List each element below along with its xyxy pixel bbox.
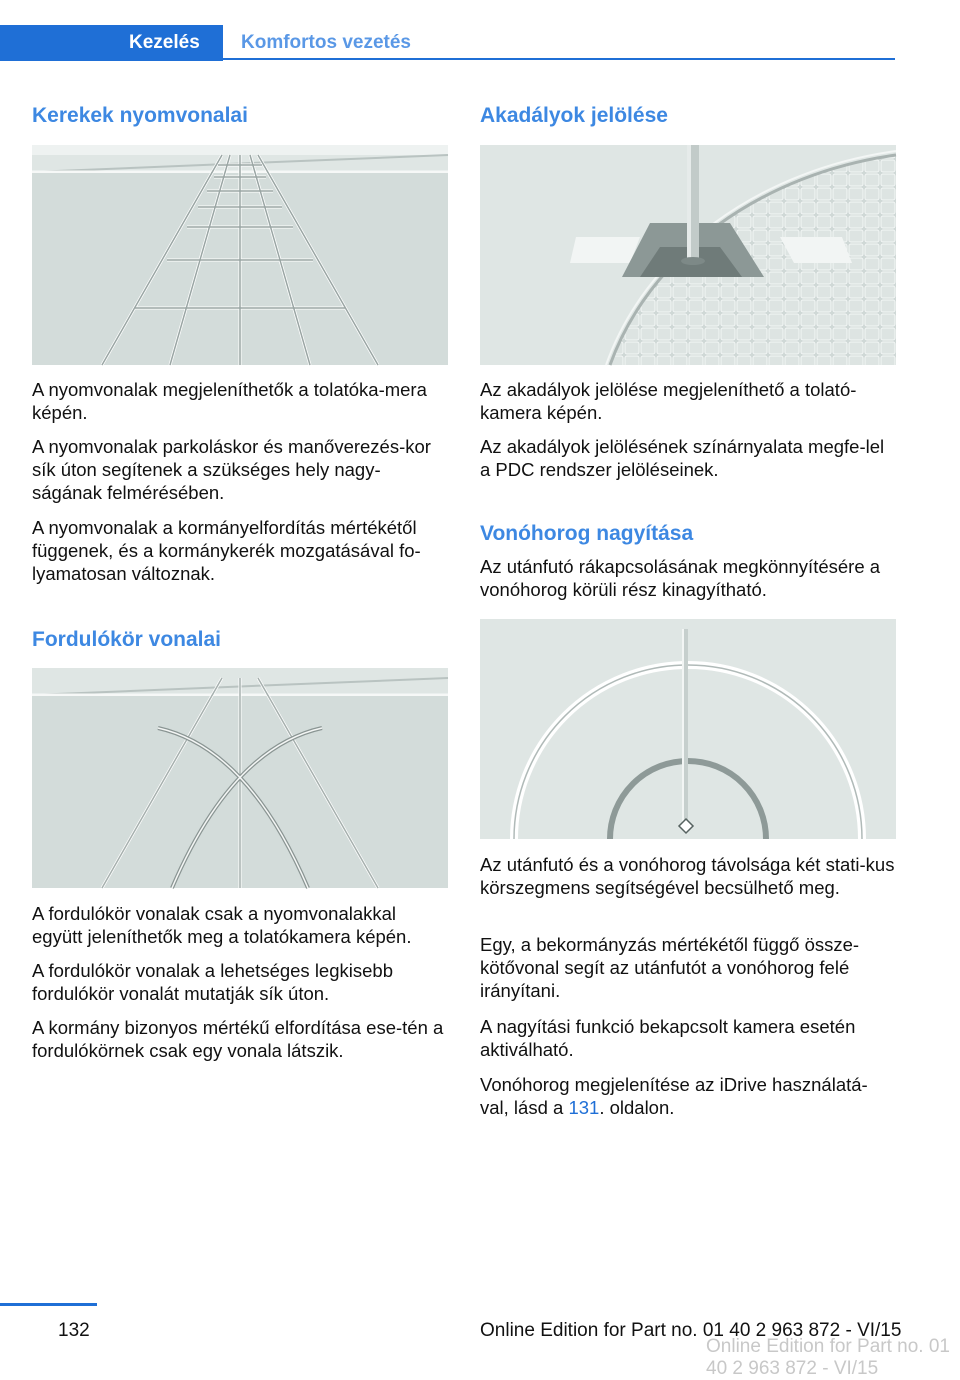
heading-kerekek-nyomvonalai: Kerekek nyomvonalai <box>32 104 248 127</box>
header-rule <box>223 58 895 60</box>
section-tab-kezeles[interactable]: Kezelés <box>0 25 223 61</box>
paragraph: A nyomvonalak megjeleníthetők a tolatóka-mera képén. <box>32 379 427 423</box>
paragraph: Az akadályok jelölése megjeleníthető a tolató-kamera képén. <box>480 379 857 423</box>
heading-fordulokor-vonalai: Fordulókör vonalai <box>32 628 222 651</box>
paragraph: A nyomvonalak parkoláskor és manőverezés-kor sík úton segítenek a szükséges hely nagy-ságának felmérésében. <box>32 436 431 503</box>
edition-note: Online Edition for Part no. 01 40 2 963 872 - VI/15 <box>480 1320 902 1341</box>
paragraph-with-page-link <box>480 1073 896 1119</box>
heading-akadalyok-jelolese: Akadályok jelölése <box>480 104 668 127</box>
figure-turning-circle-lines <box>32 668 448 888</box>
footer-rule <box>0 1303 97 1306</box>
page-header <box>0 25 895 61</box>
paragraph: A fordulókör vonalak csak a nyomvonalakkal együtt jeleníthetők meg a tolatókamera képén. <box>32 903 412 947</box>
paragraph: Egy, a bekormányzás mértékétől függő össze-kötővonal segít az utánfutót a vonóhorog felé irányítani. <box>480 934 860 1001</box>
heading-vonohorog-nagyitasa: Vonóhorog nagyítása <box>480 522 694 545</box>
figure-wheel-tracks <box>32 145 448 365</box>
page-link-131[interactable]: 131 <box>568 1097 600 1118</box>
paragraph: A kormány bizonyos mértékű elfordítása ese-tén a fordulókörnek csak egy vonala látszik. <box>32 1017 444 1061</box>
tow-hitch-zoom-illustration <box>480 619 896 839</box>
watermark: Online Edition for Part no. 01 40 2 963 872 - VI/15 <box>706 1336 950 1379</box>
section-tab-komfortos-vezetes[interactable]: Komfortos vezetés <box>241 32 411 53</box>
paragraph: Az utánfutó rákapcsolásának megkönnyítésére a vonóhorog körüli rész kinagyítható. <box>480 556 881 600</box>
paragraph: A nagyítási funkció bekapcsolt kamera esetén aktiválható. <box>480 1016 856 1060</box>
paragraph-text: Vonóhorog megjelenítése az iDrive használatá-val, lásd a <box>480 1074 868 1118</box>
obstacle-marking-illustration <box>480 145 896 365</box>
turning-circle-illustration <box>32 668 448 888</box>
page-number: 132 <box>58 1320 90 1341</box>
wheel-tracks-illustration <box>32 145 448 365</box>
paragraph-text: . oldalon. <box>599 1097 675 1118</box>
paragraph: Az akadályok jelölésének színárnyalata megfe-lel a PDC rendszer jelöléseinek. <box>480 436 885 480</box>
paragraph: A nyomvonalak a kormányelfordítás mértékétől függenek, és a kormánykerék mozgatásával fo-lyamatosan változnak. <box>32 517 421 584</box>
paragraph: Az utánfutó és a vonóhorog távolsága két stati-kus körszegmens segítségével becsülhető meg. <box>480 854 895 898</box>
paragraph: A fordulókör vonalak a lehetséges legkisebb fordulókör vonalát mutatják sík úton. <box>32 960 393 1004</box>
figure-tow-hitch-zoom <box>480 619 896 839</box>
figure-obstacle-marking <box>480 145 896 365</box>
